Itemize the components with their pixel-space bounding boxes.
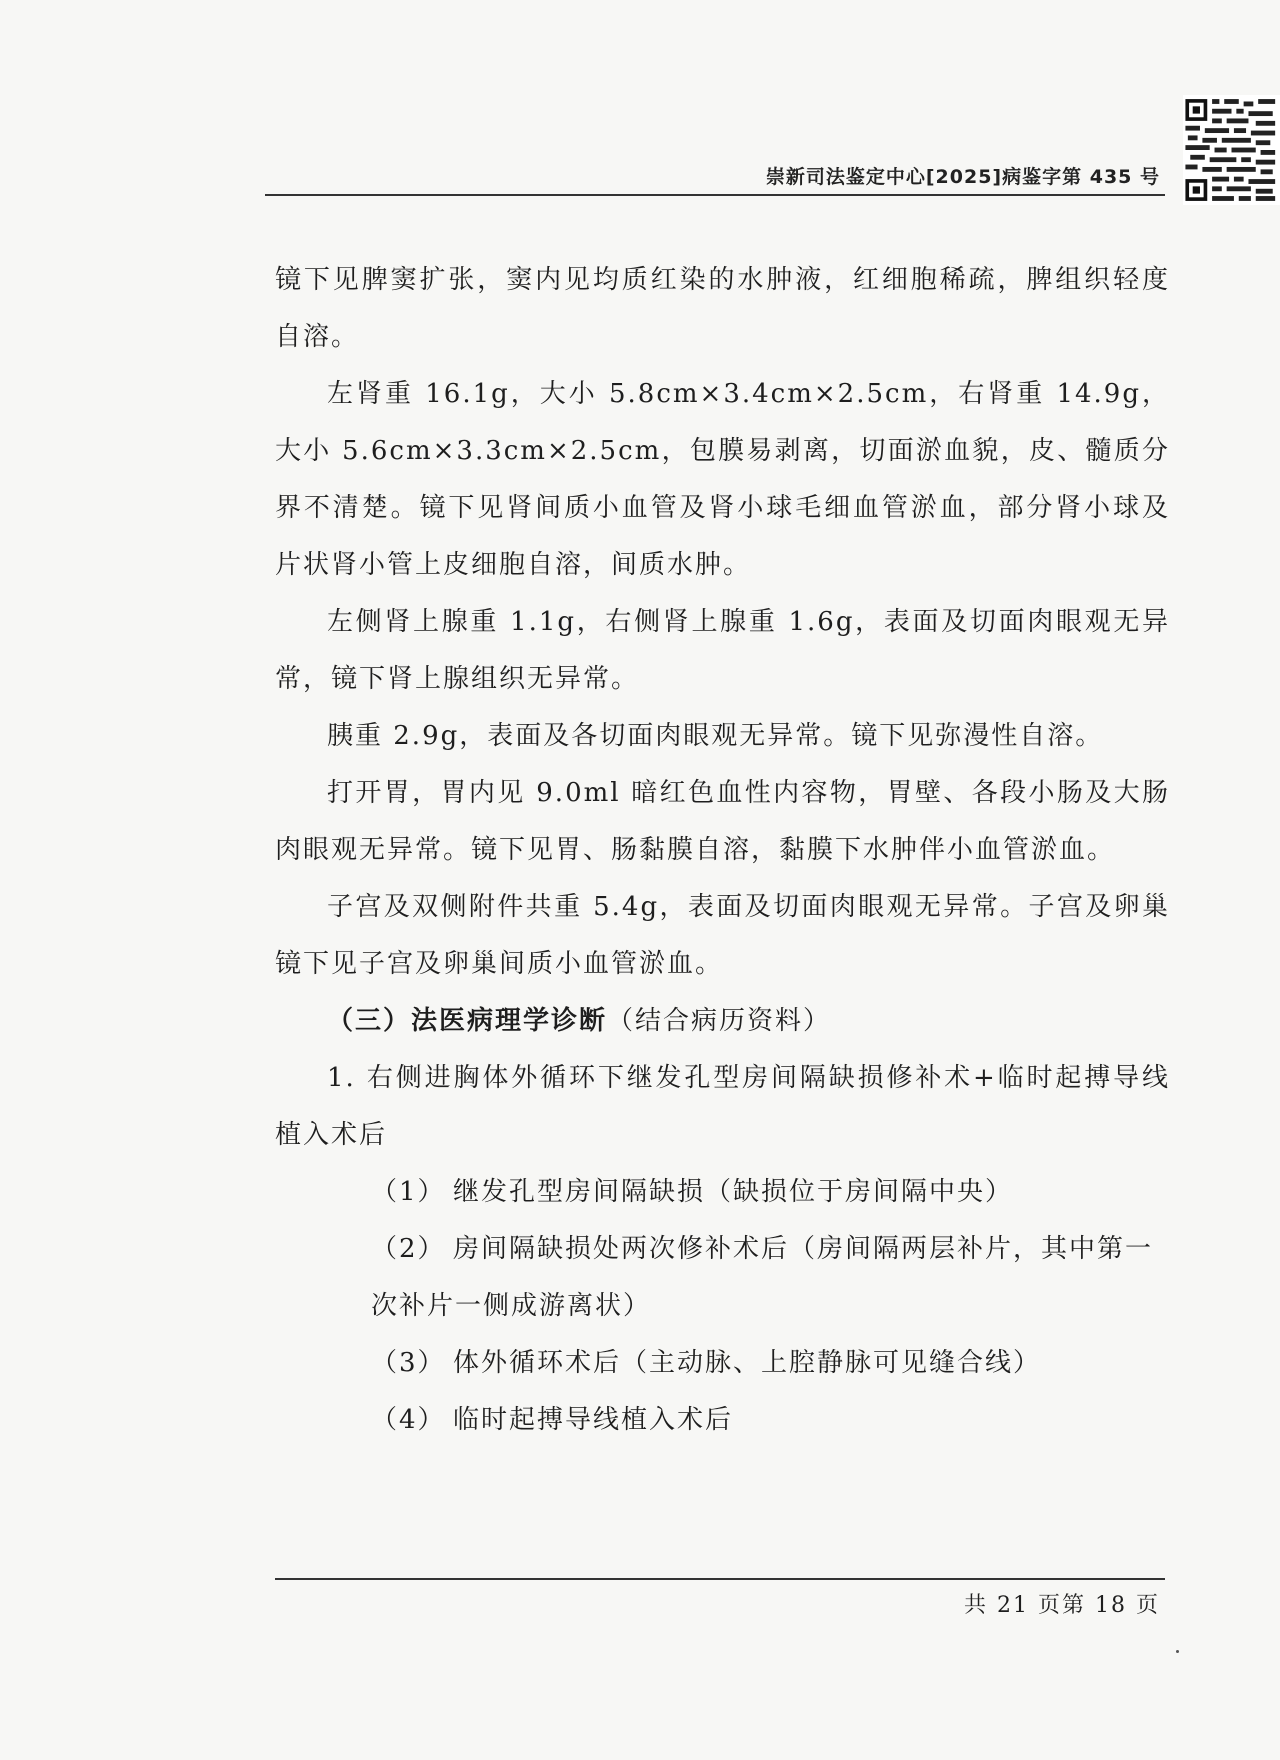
section-title: （三）法医病理学诊断 xyxy=(327,1006,608,1036)
qr-code xyxy=(1183,95,1280,205)
paragraph-kidney: 左肾重 16.1g，大小 5.8cm×3.4cm×2.5cm，右肾重 14.9g，大小 5.6cm×3.3cm×2.5cm，包膜易剥离，切面淤血貌，皮、髓质分界不清楚。镜下见肾间质小血管及肾小球毛细血管淤血，部分肾小球及片状肾小管上皮细胞自溶，间质水肿。 xyxy=(275,379,1170,580)
diagnosis-item-text: 房间隔缺损处两次修补术后（房间隔两层补片，其中第一次补片一侧成游离状） xyxy=(371,1234,1154,1321)
case-number-header: 崇新司法鉴定中心[2025]病鉴字第 435 号 xyxy=(765,166,1160,188)
header-divider xyxy=(265,194,1165,196)
section-heading xyxy=(275,993,1170,1050)
diagnosis-main: 1. 右侧进胸体外循环下继发孔型房间隔缺损修补术+临时起搏导线植入术后 xyxy=(275,1063,1170,1150)
diagnosis-item-text: 体外循环术后（主动脉、上腔静脉可见缝合线） xyxy=(453,1348,1042,1378)
section-subtitle: （结合病历资料） xyxy=(607,1006,832,1036)
report-body xyxy=(275,252,1170,1449)
diagnosis-item xyxy=(275,1221,1170,1335)
page-number: 共 21 页第 18 页 xyxy=(964,1593,1160,1618)
scan-speck xyxy=(1176,1650,1179,1653)
footer-divider xyxy=(275,1578,1165,1580)
diagnosis-item xyxy=(275,1164,1170,1221)
paragraph-adrenal: 左侧肾上腺重 1.1g，右侧肾上腺重 1.6g，表面及切面肉眼观无异常，镜下肾上腺组织无异常。 xyxy=(275,607,1170,694)
diagnosis-item xyxy=(275,1392,1170,1449)
paragraph-stomach: 打开胃，胃内见 9.0ml 暗红色血性内容物，胃壁、各段小肠及大肠肉眼观无异常。镜下见胃、肠黏膜自溶，黏膜下水肿伴小血管淤血。 xyxy=(275,778,1170,865)
diagnosis-item-number: （2） xyxy=(371,1234,446,1264)
paragraph-spleen: 镜下见脾窦扩张，窦内见均质红染的水肿液，红细胞稀疏，脾组织轻度自溶。 xyxy=(275,265,1170,352)
qr-code-icon xyxy=(1183,95,1280,205)
diagnosis-item xyxy=(275,1335,1170,1392)
diagnosis-item-number: （3） xyxy=(371,1348,446,1378)
paragraph-pancreas: 胰重 2.9g，表面及各切面肉眼观无异常。镜下见弥漫性自溶。 xyxy=(327,721,1104,751)
diagnosis-item-text: 临时起搏导线植入术后 xyxy=(453,1405,734,1435)
diagnosis-item-text: 继发孔型房间隔缺损（缺损位于房间隔中央） xyxy=(453,1177,1014,1207)
diagnosis-item-number: （1） xyxy=(371,1177,446,1207)
paragraph-uterus: 子宫及双侧附件共重 5.4g，表面及切面肉眼观无异常。子宫及卵巢镜下见子宫及卵巢间质小血管淤血。 xyxy=(275,892,1170,979)
diagnosis-item-number: （4） xyxy=(371,1405,446,1435)
